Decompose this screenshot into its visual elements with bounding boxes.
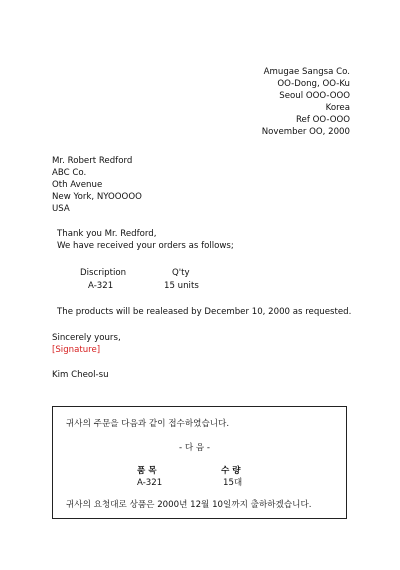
order-col-qty: Q'ty: [172, 268, 190, 278]
sender-ref: Ref OO-OOO: [295, 115, 350, 125]
korean-item-code: A-321: [137, 478, 163, 488]
recipient-city: New York, NYOOOOO: [52, 192, 142, 202]
recipient-company: ABC Co.: [52, 168, 87, 178]
letter-date: November OO, 2000: [261, 127, 350, 137]
sender-address-line: OO-Dong, OO-Ku: [277, 79, 350, 89]
closing-salutation: Sincerely yours,: [52, 333, 121, 343]
sender-country: Korea: [325, 103, 350, 113]
signer-name: Kim Cheol-su: [52, 370, 109, 380]
sender-address-block: [262, 66, 350, 138]
release-note: The products will be realeased by December 10, 2000 as requested.: [57, 307, 352, 317]
letter-greeting: Thank you Mr. Redford,: [57, 229, 157, 239]
signature-placeholder: [Signature]: [52, 345, 101, 355]
korean-translation-box: [52, 406, 347, 519]
recipient-country: USA: [52, 204, 70, 214]
korean-item-qty: 15대: [223, 478, 243, 488]
recipient-address-block: [52, 155, 142, 215]
order-col-description: Discription: [80, 268, 127, 278]
sender-city: Seoul OOO-OOO: [279, 91, 350, 101]
korean-release-note: 귀사의 요청대로 상품은 2000년 12월 10일까지 출하하겠습니다.: [66, 500, 312, 510]
order-item-qty: 15 units: [164, 281, 199, 291]
letter-intro: We have received your orders as follows;: [57, 241, 234, 251]
order-item-code: A-321: [88, 281, 114, 291]
recipient-street: Oth Avenue: [52, 180, 103, 190]
korean-col-qty: 수 량: [221, 466, 241, 476]
recipient-name: Mr. Robert Redford: [52, 156, 133, 166]
korean-col-item: 품 목: [137, 466, 157, 476]
sender-company: Amugae Sangsa Co.: [263, 67, 350, 77]
korean-heading: - 다 음 -: [179, 443, 211, 453]
korean-intro: 귀사의 주문을 다음과 같이 접수하였습니다.: [66, 419, 230, 429]
